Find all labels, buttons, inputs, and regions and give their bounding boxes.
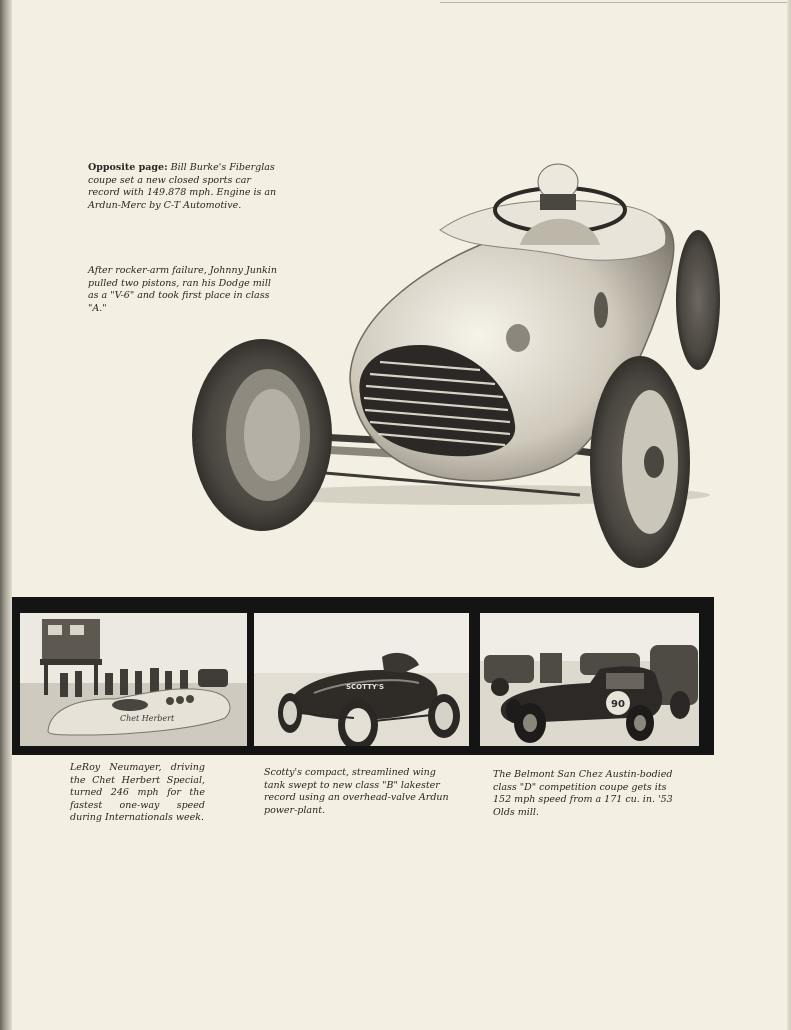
lakester-illustration bbox=[254, 613, 469, 746]
photo-lakester bbox=[254, 613, 469, 746]
lakester-lettering: SCOTTY'S bbox=[346, 683, 385, 691]
coupe-illustration bbox=[480, 613, 699, 746]
caption-scotty: Scotty's compact, streamlined wing tank swept to new class "B" lakester record using an overhead-valve Ardun power-plant. bbox=[264, 767, 449, 816]
roadster-illustration bbox=[180, 150, 740, 590]
photo-strip bbox=[12, 597, 714, 755]
hero-photo-roadster bbox=[180, 150, 740, 590]
streamliner-lettering: Chet Herbert bbox=[120, 714, 175, 723]
page-right-edge bbox=[787, 0, 791, 1030]
caption-lead: Opposite page: bbox=[88, 162, 168, 173]
photo-streamliner bbox=[20, 613, 247, 746]
caption-text: Bill Burke's Fiberglas coupe set a new closed sports car record with 149.878 mph. Engine is an Ardun-Merc by C-T Automotive. bbox=[88, 162, 277, 211]
photo-coupe bbox=[480, 613, 699, 746]
page-top-rule bbox=[440, 2, 791, 3]
streamliner-illustration bbox=[20, 613, 247, 746]
caption-junkin: After rocker-arm failure, Johnny Junkin pulled two pistons, ran his Dodge mill as a "V-6" and took first place in class "A." bbox=[88, 265, 277, 314]
caption-neumayer: LeRoy Neumayer, driving the Chet Herbert Special, turned 246 mph for the fastest one-way speed during Internationals week. bbox=[70, 762, 205, 824]
coupe-number: 90 bbox=[611, 699, 625, 710]
page-gutter-shadow bbox=[0, 0, 12, 1030]
caption-belmont: The Belmont San Chez Austin-bodied class "D" competition coupe gets its 152 mph speed from a 171 cu. in. '53 Olds mill. bbox=[493, 769, 673, 818]
